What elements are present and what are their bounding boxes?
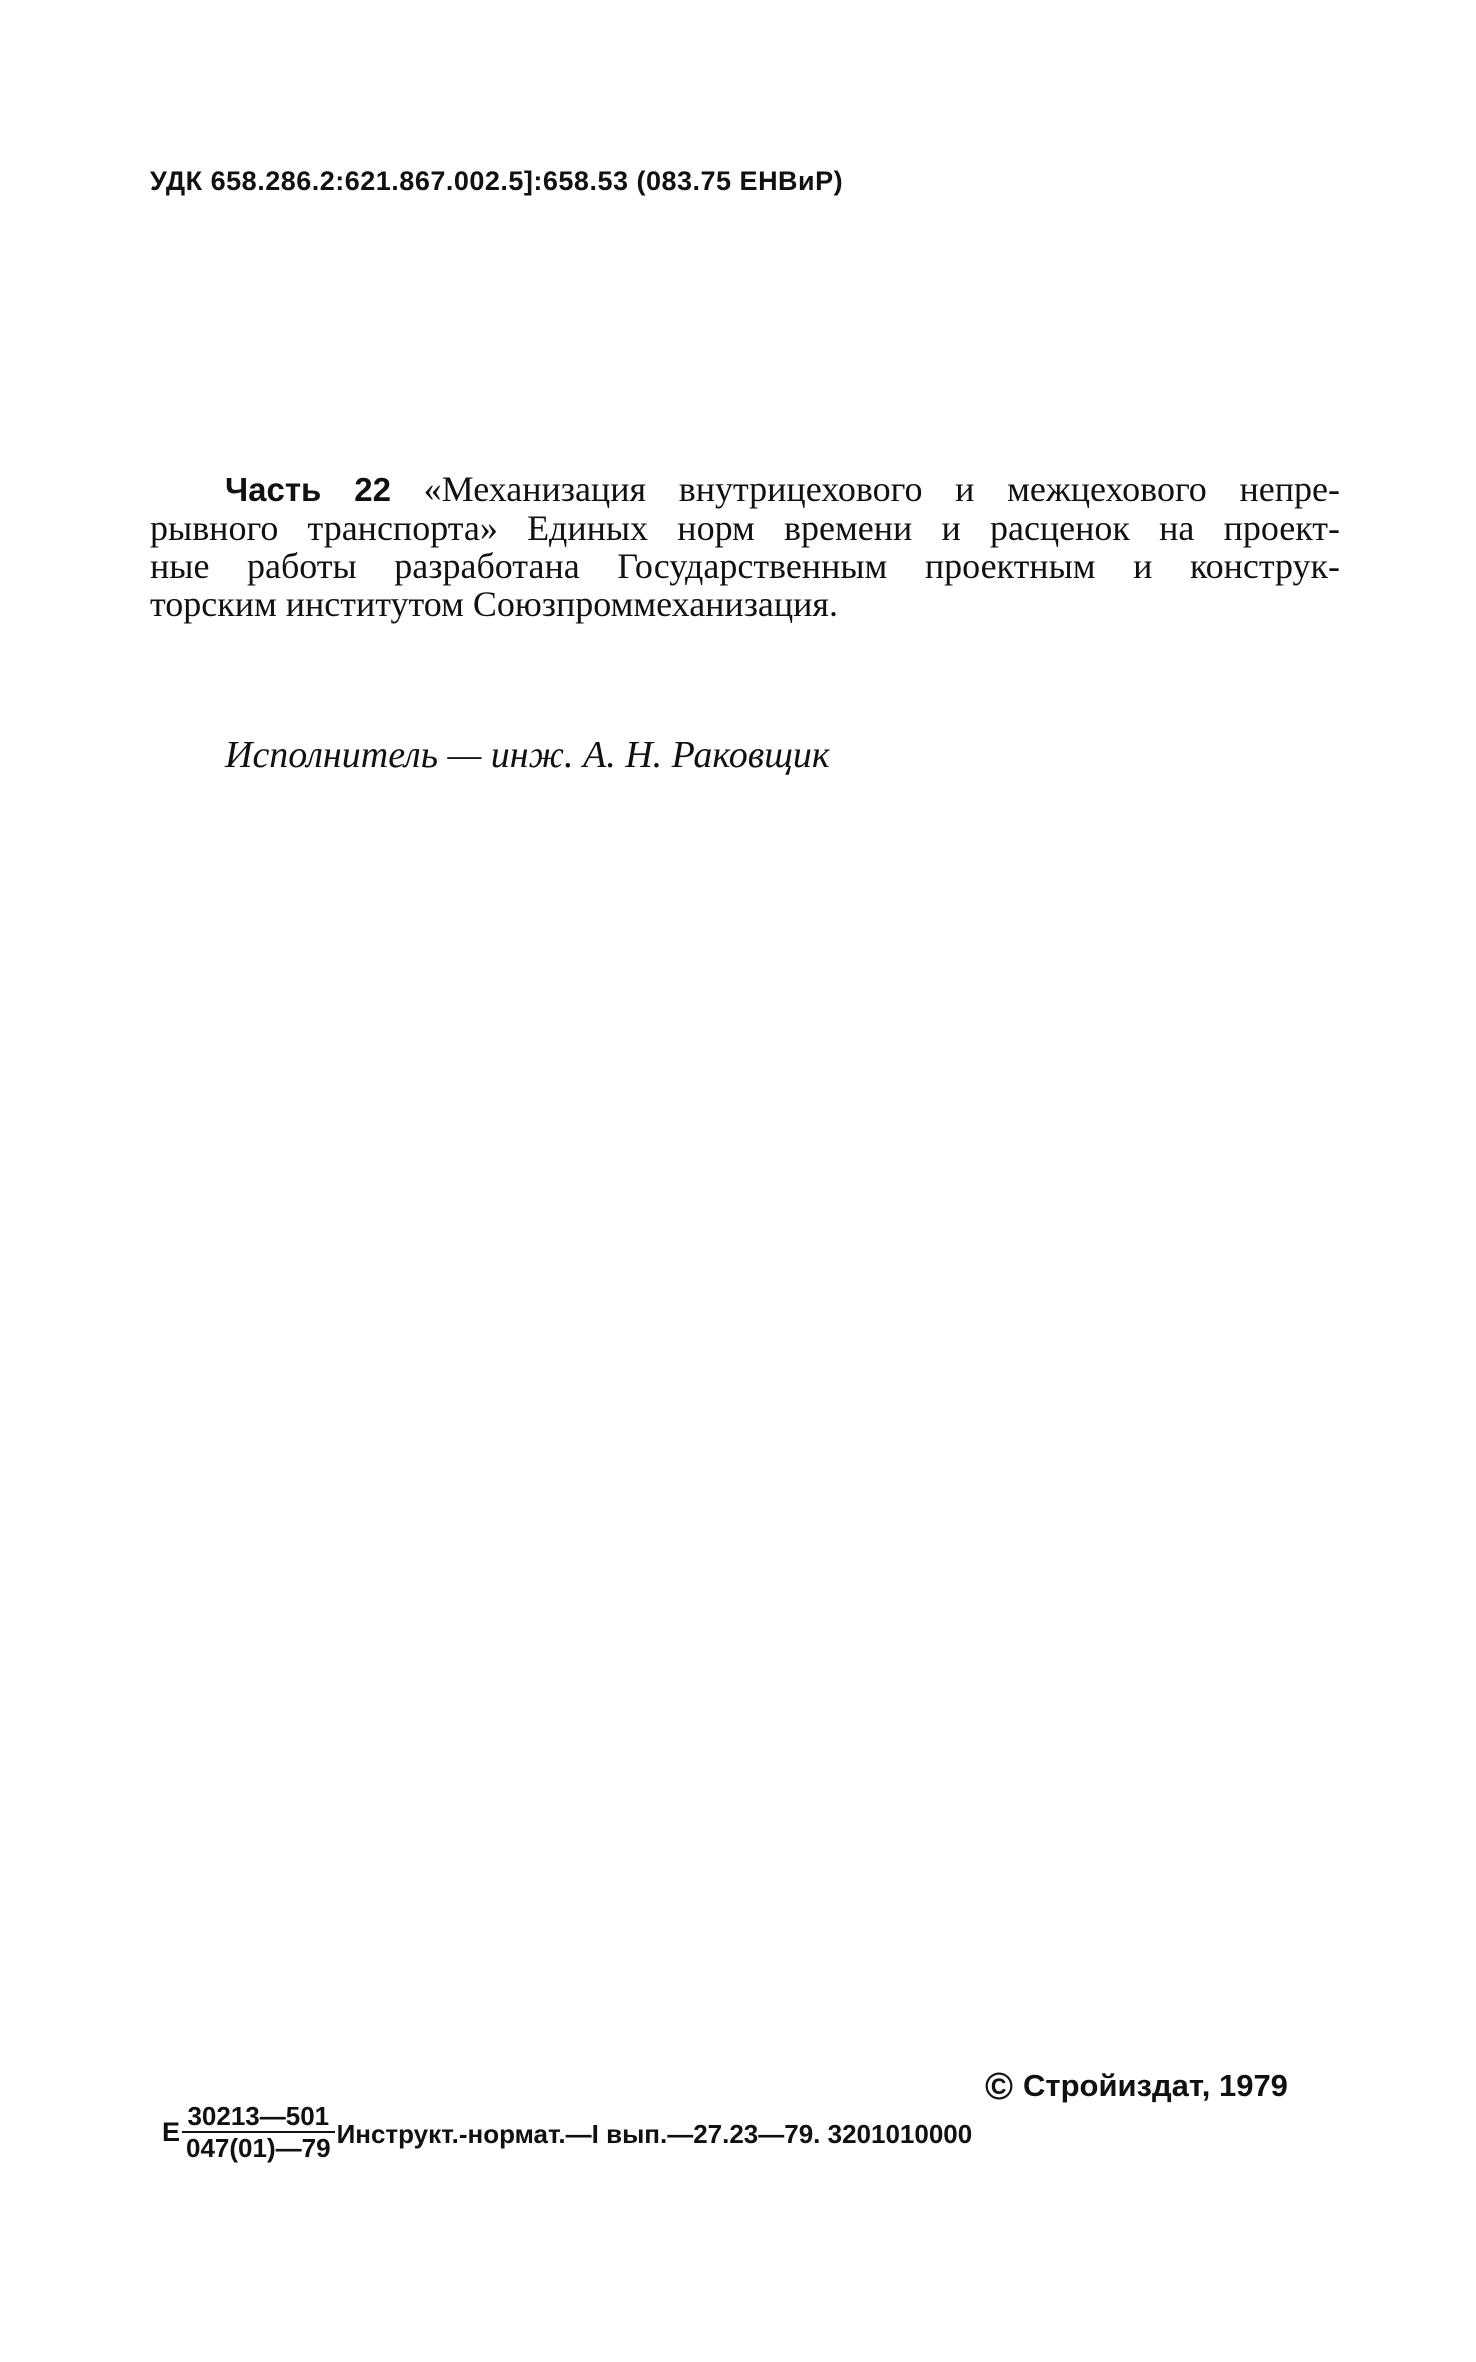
- paragraph-line-2: рывного транспорта» Единых норм времени и расценок на проект-: [150, 508, 1340, 548]
- paragraph-line-1: [150, 470, 1340, 509]
- paragraph-line-1-text: «Механизация внутрицехового и межцехового непре-: [423, 469, 1340, 509]
- paragraph-line-3: ные работы разработана Государственным проектным и конструк-: [150, 546, 1340, 586]
- copyright-notice: [985, 2066, 1288, 2109]
- imprint-details: Инструкт.-нормат.—I вып.—27.23—79. 3201010000: [336, 2118, 973, 2149]
- publisher-year: Стройиздат, 1979: [1023, 2068, 1288, 2103]
- imprint-letter: Е: [162, 2116, 181, 2147]
- executor-credit: Исполнитель — инж. А. Н. Раковщик: [225, 734, 830, 776]
- imprint-numerator: 30213—501: [187, 2101, 330, 2131]
- imprint-denominator: 047(01)—79: [182, 2131, 335, 2163]
- udc-code: УДК 658.286.2:621.867.002.5]:658.53 (083.75 ЕНВиР): [150, 166, 844, 196]
- imprint-fraction: [182, 2101, 335, 2163]
- paragraph-line-4: торским институтом Союзпроммеханизация.: [150, 584, 838, 624]
- paragraph-lead: Часть 22: [225, 471, 391, 508]
- imprint-code: [162, 2101, 972, 2163]
- copyright-icon: ©: [985, 2066, 1013, 2108]
- description-paragraph: [150, 470, 1340, 623]
